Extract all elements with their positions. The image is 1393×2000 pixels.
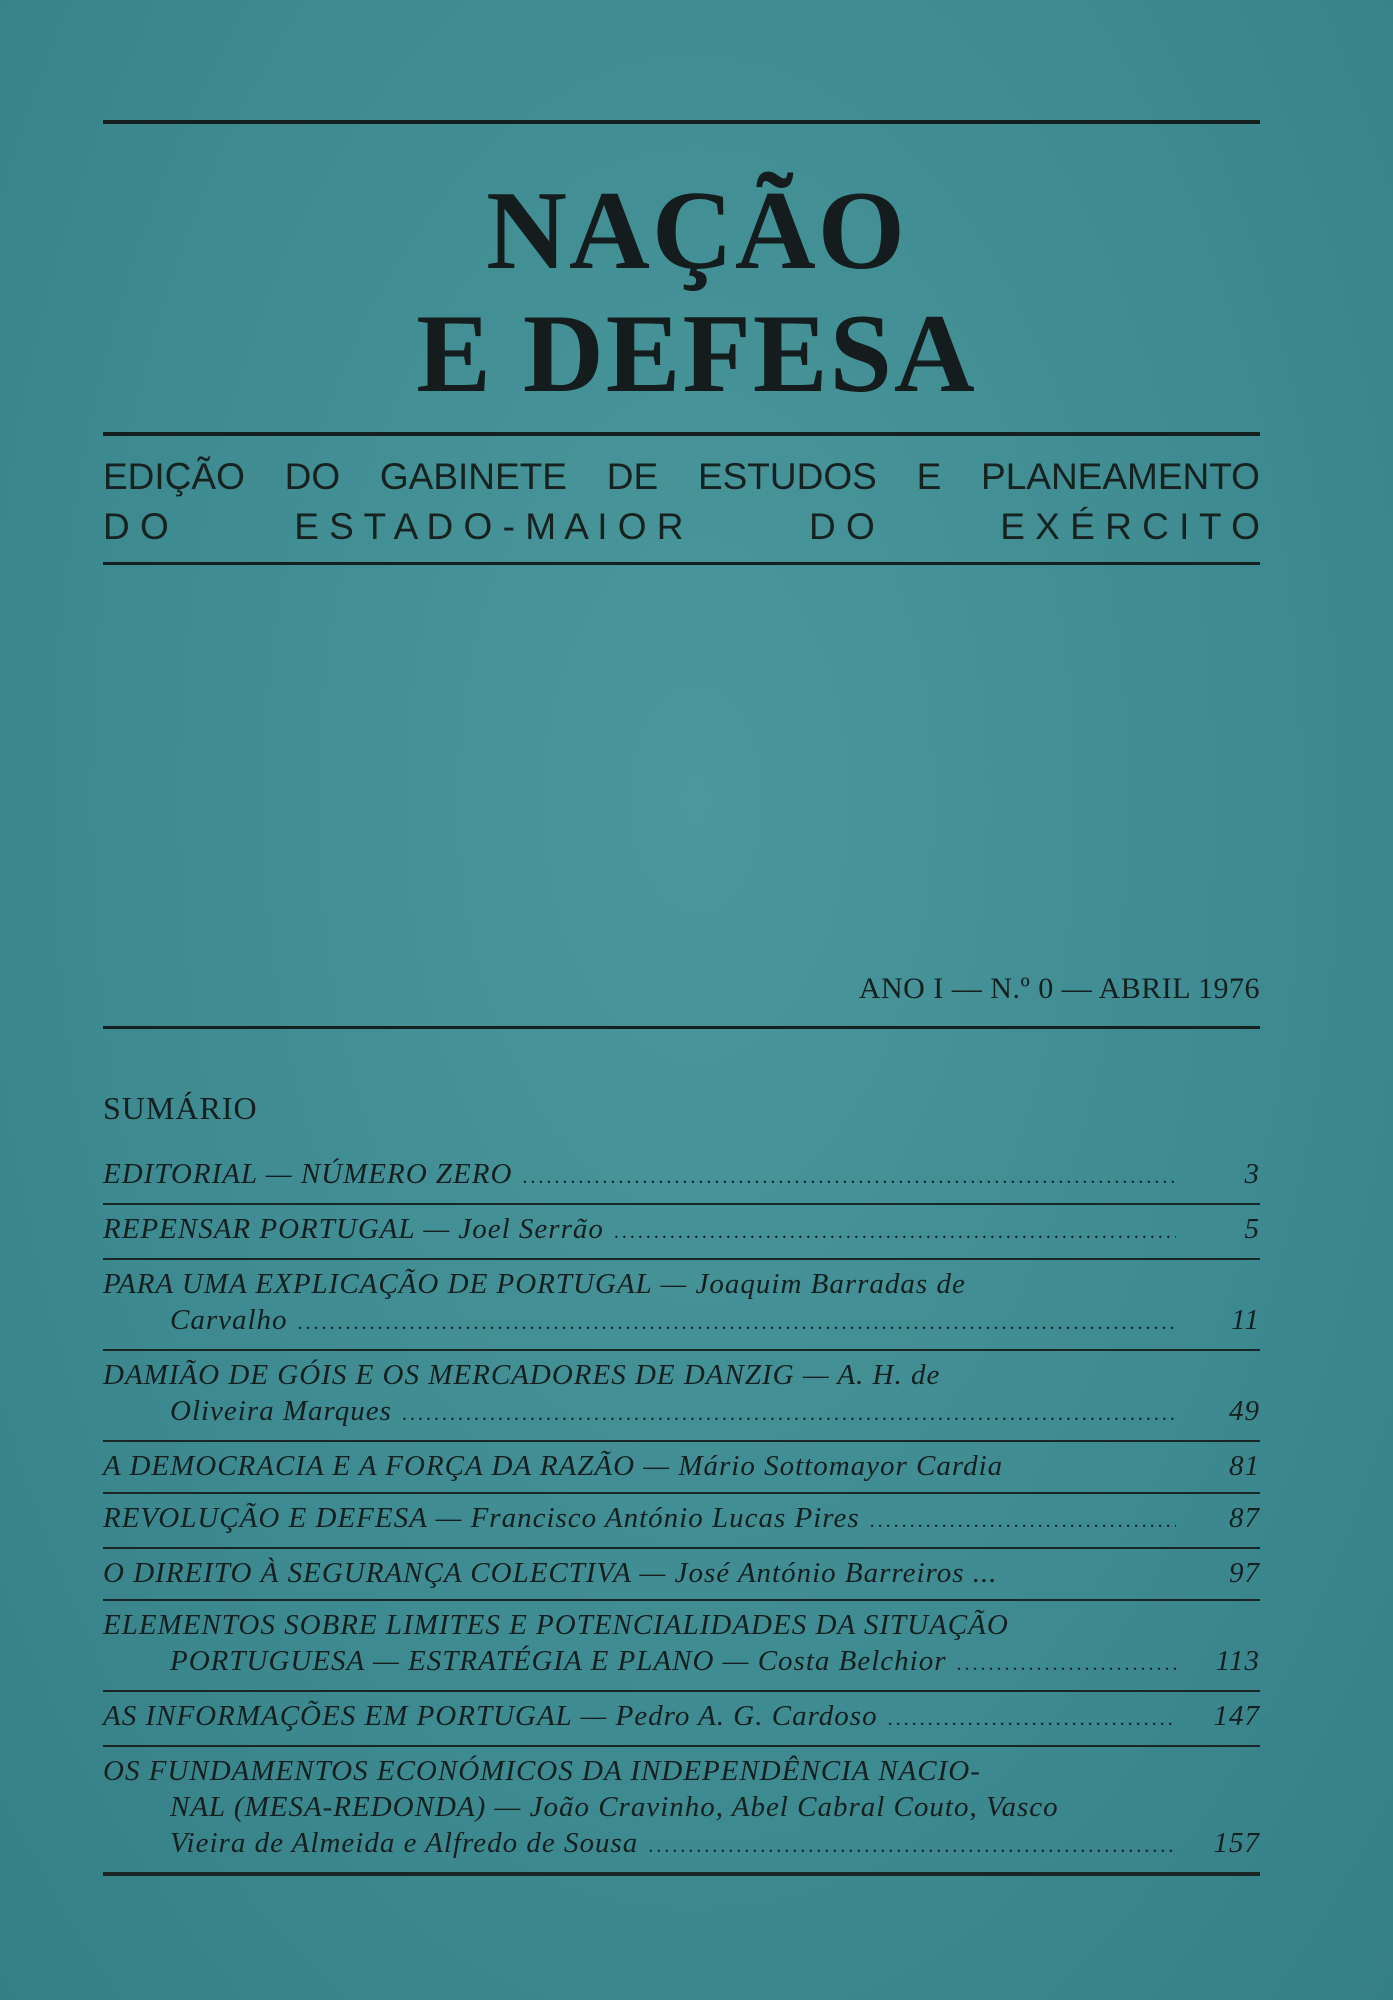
publisher-word: EDIÇÃO: [103, 456, 245, 497]
publisher-line-1: [103, 458, 1260, 495]
toc-entry-title: DAMIÃO DE GÓIS E OS MERCADORES DE DANZIG — A. H. de: [103, 1359, 941, 1391]
toc-entry: [103, 1747, 1260, 1876]
publisher-word: E X É R C I T O: [1000, 506, 1260, 547]
dot-leader: [614, 1214, 1176, 1250]
journal-title-line1: NAÇÃO: [486, 169, 907, 293]
publisher-word: D O: [808, 506, 875, 547]
table-of-contents: [103, 1150, 1260, 1876]
toc-entry: [103, 1260, 1260, 1351]
toc-page-number: 87: [1229, 1502, 1260, 1534]
toc-page-number: 97: [1229, 1557, 1260, 1589]
journal-title-line2: E DEFESA: [416, 292, 977, 416]
issue-info: ANO I — N.º 0 — ABRIL 1976: [858, 972, 1260, 1005]
toc-entry-title-cont: Carvalho: [170, 1304, 288, 1336]
summary-heading: SUMÁRIO: [103, 1090, 258, 1126]
toc-entry-title: OS FUNDAMENTOS ECONÓMICOS DA INDEPENDÊNCIA NACIO-: [103, 1755, 981, 1787]
publisher-bottom-rule: [103, 562, 1260, 565]
toc-entry-title: AS INFORMAÇÕES EM PORTUGAL — Pedro A. G. Cardoso: [103, 1700, 878, 1732]
toc-page-number: 5: [1244, 1213, 1260, 1245]
dot-leader: [648, 1828, 1176, 1864]
toc-entry-title: REPENSAR PORTUGAL — Joel Serrão: [103, 1213, 604, 1245]
title-bottom-rule: [103, 432, 1260, 436]
toc-page-number: 49: [1229, 1395, 1260, 1427]
toc-entry: [103, 1549, 1260, 1601]
publisher-word: DE: [606, 456, 659, 497]
dot-leader: [956, 1646, 1176, 1682]
dot-leader: [888, 1701, 1176, 1737]
toc-entry: [103, 1150, 1260, 1205]
toc-entry: [103, 1205, 1260, 1260]
toc-entry: [103, 1692, 1260, 1747]
toc-entry-title-cont: Oliveira Marques: [170, 1395, 392, 1427]
toc-entry-title: O DIREITO À SEGURANÇA COLECTIVA — José António Barreiros ...: [103, 1557, 998, 1589]
toc-entry-title: REVOLUÇÃO E DEFESA — Francisco António Lucas Pires: [103, 1502, 860, 1534]
toc-page-number: 113: [1215, 1645, 1260, 1677]
issue-bottom-rule: [103, 1026, 1260, 1029]
publisher-word: D O: [103, 506, 169, 547]
top-rule: [103, 120, 1260, 124]
dot-leader: [402, 1396, 1176, 1432]
toc-entry: [103, 1351, 1260, 1442]
toc-entry-title: ELEMENTOS SOBRE LIMITES E POTENCIALIDADES DA SITUAÇÃO: [103, 1609, 1009, 1641]
toc-entry: [103, 1442, 1260, 1494]
toc-entry: [103, 1601, 1260, 1692]
toc-entry-title: EDITORIAL — NÚMERO ZERO: [103, 1158, 513, 1190]
publisher-word: PLANEAMENTO: [981, 456, 1260, 497]
publisher-word: ESTUDOS: [697, 456, 877, 497]
publisher-word: DO: [284, 456, 341, 497]
publisher-line-2: [103, 508, 1260, 545]
toc-page-number: 81: [1229, 1450, 1260, 1482]
toc-page-number: 157: [1213, 1827, 1260, 1859]
dot-leader: [298, 1305, 1176, 1341]
publisher-word: GABINETE: [379, 456, 567, 497]
toc-entry-title: A DEMOCRACIA E A FORÇA DA RAZÃO — Mário Sottomayor Cardia: [103, 1450, 1004, 1482]
dot-leader: [522, 1159, 1176, 1195]
toc-entry-title-cont: PORTUGUESA — ESTRATÉGIA E PLANO — Costa Belchior: [170, 1645, 947, 1677]
toc-entry-title-cont: Vieira de Almeida e Alfredo de Sousa: [170, 1827, 639, 1859]
toc-page-number: 11: [1231, 1304, 1260, 1336]
publisher-word: E: [916, 456, 942, 497]
toc-entry-title: PARA UMA EXPLICAÇÃO DE PORTUGAL — Joaquim Barradas de: [103, 1268, 966, 1300]
dot-leader: [870, 1503, 1176, 1539]
toc-page-number: 3: [1244, 1158, 1260, 1190]
toc-entry: [103, 1494, 1260, 1549]
publisher-word: E S T A D O - M A I O R: [294, 506, 684, 547]
toc-page-number: 147: [1213, 1700, 1260, 1732]
toc-entry-title-cont: NAL (MESA-REDONDA) — João Cravinho, Abel Cabral Couto, Vasco: [170, 1791, 1059, 1823]
